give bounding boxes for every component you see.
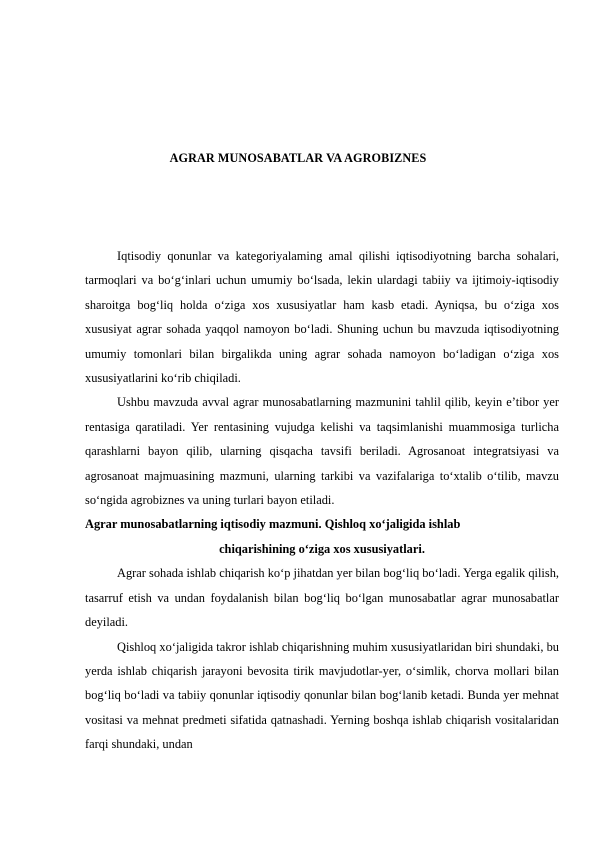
document-title: AGRAR MUNOSABATLAR VA AGROBIZNES <box>169 151 427 165</box>
paragraph-section-2: Qishloq xo‘jaligida takror ishlab chiqarishning muhim xususiyatlaridan biri shundaki, bu yerda ishlab chiqarish jarayoni bevosita tirik mavjudotlar-yer, o‘simlik, chorva mollari bilan bog‘liq bo‘ladi va tabiiy qonunlar iqtisodiy qonunlar bilan bog‘lanib ketadi. Bunda yer mehnat vositasi va mehnat predmeti sifatida qatnashadi. Yerning boshqa ishlab chiqarish vositalaridan farqi shundaki, undan <box>85 639 559 752</box>
section-heading-line-1: Agrar munosabatlarning iqtisodiy mazmuni. Qishloq xo‘jaligida ishlab <box>85 517 461 532</box>
section-heading-line-2: chiqarishining o‘ziga xos xususiyatlari. <box>219 541 425 556</box>
section-heading <box>85 512 559 561</box>
document-body <box>85 244 559 757</box>
paragraph-intro-2: Ushbu mavzuda avval agrar munosabatlarning mazmunini tahlil qilib, keyin e’tibor yer rentasiga qaratiladi. Yer rentasining vujudga kelishi va taqsimlanishi muammosiga turlicha qarashlarni bayon qilib, ularning qisqacha tavsifi beriladi. Agrosanoat integratsiyasi va agrosanoat majmuasining mazmuni, ularning tarkibi va vazifalariga to‘xtalib o‘tilib, mavzu so‘ngida agrobiznes va uning turlari bayon etiladi. <box>85 395 559 508</box>
paragraph-section-1: Agrar sohada ishlab chiqarish ko‘p jihatdan yer bilan bog‘liq bo‘ladi. Yerga egalik qilish, tasarruf etish va undan foydalanish bilan bog‘liq bo‘lgan munosabatlar agrar munosabatlar deyiladi. <box>85 566 559 630</box>
paragraph-intro-1: Iqtisodiy qonunlar va kategoriyalaming amal qilishi iqtisodiyotning barcha sohalari, tarmoqlari va bo‘g‘inlari uchun umumiy bo‘lsada, lekin ulardagi tabiiy va ijtimoiy-iqtisodiy sharoitga bog‘liq holda o‘ziga xos xususiyatlar ham kasb etadi. Ayniqsa, bu o‘ziga xos xususiyat agrar sohada yaqqol namoyon bo‘ladi. Shuning uchun bu mavzuda iqtisodiyotning umumiy tomonlari bilan birgalikda uning agrar sohada namoyon bo‘ladigan o‘ziga xos xususiyatlarini ko‘rib chiqiladi. <box>85 249 559 386</box>
